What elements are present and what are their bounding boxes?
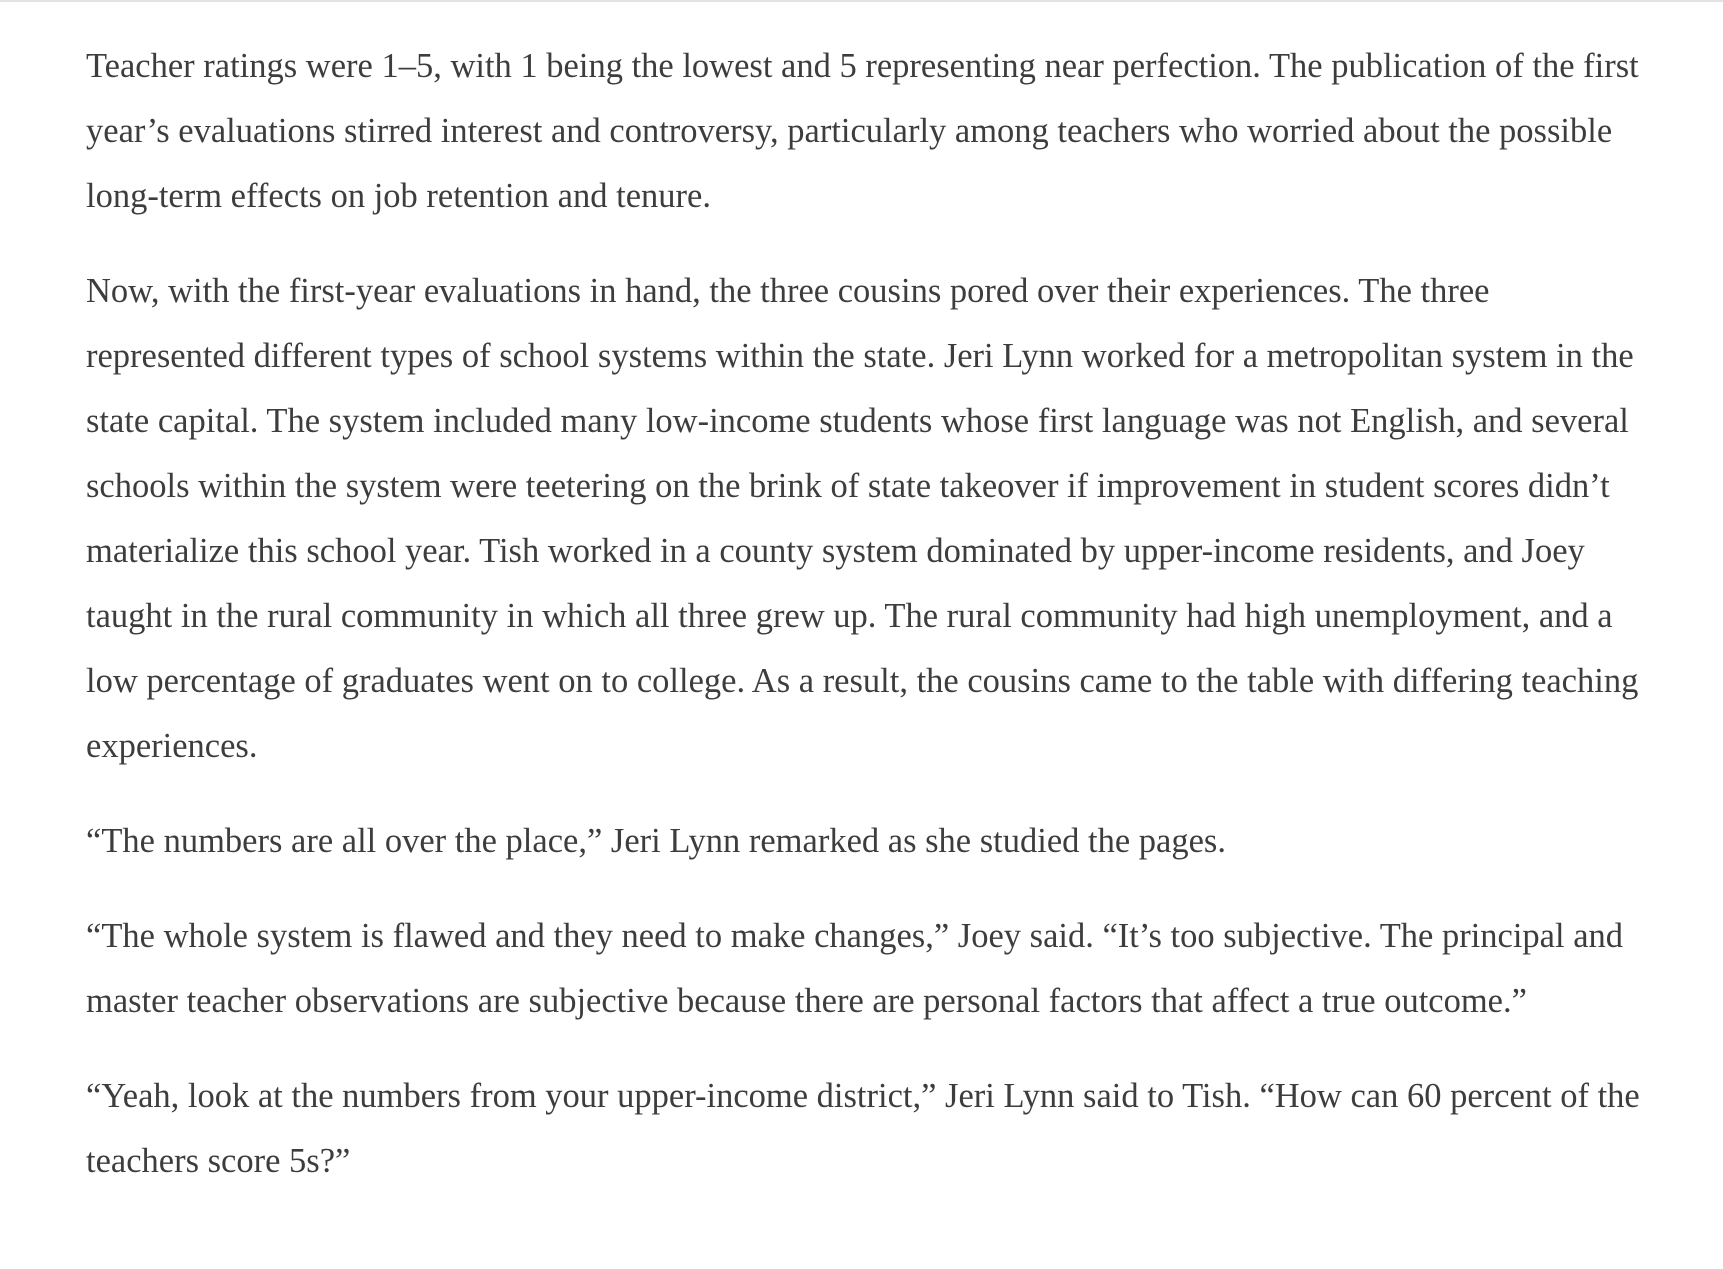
paragraph-jeri-lynn-question: “Yeah, look at the numbers from your upper-income district,” Jeri Lynn said to Tish. “How can 60 percent of the teachers score 5s?” [86, 1077, 1640, 1180]
paragraph-cousins: Now, with the first-year evaluations in hand, the three cousins pored over their experiences. The three represented different types of school systems within the state. Jeri Lynn worked for a metropolitan system in the state capital. The system included many low-income students whose first language was not English, and several schools within the system were teetering on the brink of state takeover if improvement in student scores didn’t materialize this school year. Tish worked in a county system dominated by upper-income residents, and Joey taught in the rural community in which all three grew up. The rural community had high unemployment, and a low percentage of graduates went on to college. As a result, the cousins came to the table with differing teaching experiences. [86, 272, 1639, 765]
top-divider [0, 0, 1723, 2]
article-body [86, 34, 1646, 1224]
paragraph-jeri-lynn-quote: “The numbers are all over the place,” Jeri Lynn remarked as she studied the pages. [86, 822, 1226, 860]
paragraph-joey-quote: “The whole system is flawed and they need to make changes,” Joey said. “It’s too subjective. The principal and master teacher observations are subjective because there are personal factors that affect a true outcome.” [86, 917, 1624, 1020]
paragraph-ratings: Teacher ratings were 1–5, with 1 being the lowest and 5 representing near perfection. The publication of the first year’s evaluations stirred interest and controversy, particularly among teachers who worried about the possible long-term effects on job retention and tenure. [86, 47, 1639, 215]
